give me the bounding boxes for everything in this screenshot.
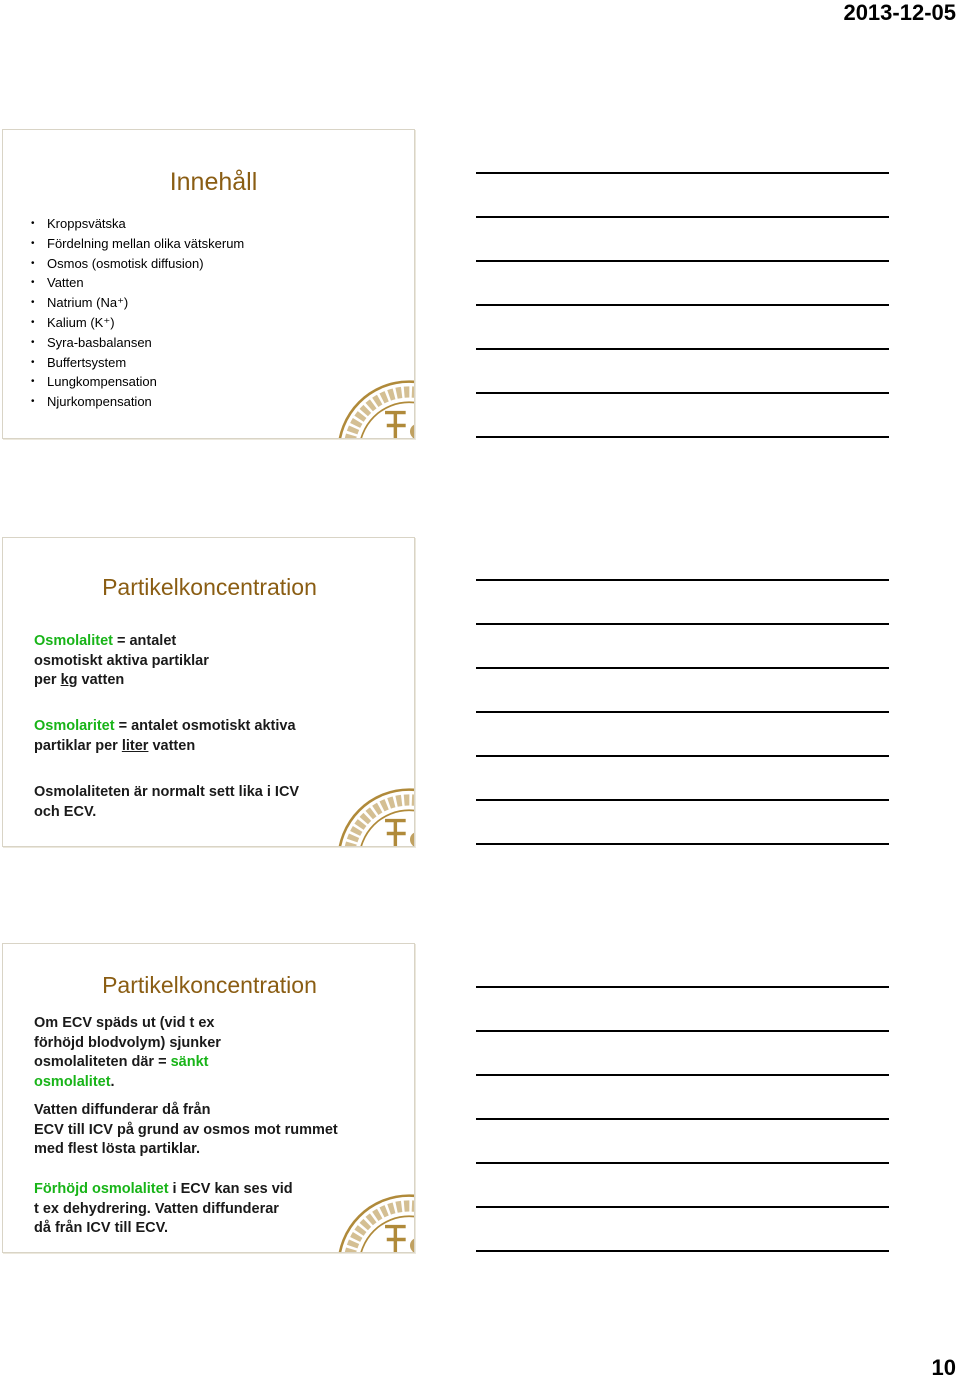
note-line bbox=[476, 1250, 889, 1252]
note-line bbox=[476, 216, 889, 218]
note-line bbox=[476, 755, 889, 757]
text: med flest lösta partiklar. bbox=[34, 1141, 201, 1157]
term-osmolaritet: Osmolaritet bbox=[34, 718, 115, 734]
osmolalitet-definition bbox=[34, 632, 209, 691]
list-item: • Fördelning mellan olika vätskerum bbox=[31, 234, 244, 254]
text: . bbox=[110, 1073, 115, 1090]
note-line bbox=[476, 348, 889, 350]
water-diffusion-text bbox=[34, 1101, 338, 1160]
note-line bbox=[476, 667, 889, 669]
note-line bbox=[476, 1030, 889, 1032]
text: = antalet bbox=[112, 633, 177, 649]
text: i ECV kan ses vid bbox=[168, 1181, 293, 1197]
text: Om ECV späds ut (vid t ex bbox=[34, 1015, 215, 1031]
university-seal-logo bbox=[330, 782, 415, 847]
osmolality-note bbox=[34, 783, 299, 822]
note-line bbox=[476, 1206, 889, 1208]
note-line bbox=[476, 304, 889, 306]
note-line bbox=[476, 436, 889, 438]
note-line bbox=[476, 843, 889, 845]
slide-partikelkoncentration-1 bbox=[2, 537, 415, 847]
text: Osmolaliteten är normalt sett lika i ICV bbox=[34, 784, 300, 800]
slide-title: Partikelkoncentration bbox=[102, 574, 317, 600]
text: då från ICV till ECV. bbox=[34, 1220, 169, 1236]
note-line bbox=[476, 986, 889, 988]
text: t ex dehydrering. Vatten diffunderar bbox=[34, 1200, 279, 1217]
list-item: • Njurkompensation bbox=[31, 392, 244, 412]
list-item: • Lungkompensation bbox=[31, 372, 244, 392]
dehydration-text bbox=[34, 1180, 293, 1239]
note-line bbox=[476, 623, 889, 625]
text: och ECV. bbox=[34, 803, 97, 820]
note-line bbox=[476, 392, 889, 394]
text: osmotiskt aktiva partiklar bbox=[34, 652, 209, 669]
text: ECV till ICV på grund av osmos mot rummet bbox=[34, 1121, 338, 1138]
term-forhojd-osmolalitet: Förhöjd osmolalitet bbox=[34, 1181, 169, 1197]
text: osmolaliteten där = bbox=[34, 1054, 171, 1070]
note-line bbox=[476, 1118, 889, 1120]
list-item: • Natrium (Na⁺) bbox=[31, 293, 244, 313]
unit-kg: kg bbox=[60, 672, 78, 688]
slide-title: Innehåll bbox=[169, 168, 258, 196]
term-osmolalitet: osmolalitet bbox=[34, 1073, 111, 1090]
term-osmolalitet: Osmolalitet bbox=[34, 633, 113, 649]
slide-innehall bbox=[2, 129, 415, 439]
text: Vatten diffunderar då från bbox=[34, 1102, 211, 1118]
text: partiklar per bbox=[34, 737, 122, 754]
text: vatten bbox=[77, 672, 125, 688]
slide-partikelkoncentration-2 bbox=[2, 943, 415, 1253]
osmolaritet-definition bbox=[34, 717, 296, 756]
list-item: • Vatten bbox=[31, 273, 244, 293]
university-seal-logo bbox=[330, 1188, 415, 1253]
university-seal-logo bbox=[330, 374, 415, 439]
term-sankt: sänkt bbox=[170, 1054, 209, 1070]
text: förhöjd blodvolym) sjunker bbox=[34, 1034, 221, 1051]
list-item: • Kalium (K⁺) bbox=[31, 313, 244, 333]
text: vatten bbox=[148, 737, 196, 754]
text: per bbox=[34, 672, 61, 688]
note-line bbox=[476, 1162, 889, 1164]
list-item: • Buffertsystem bbox=[31, 353, 244, 373]
text: = antalet osmotiskt aktiva bbox=[114, 718, 296, 734]
note-line bbox=[476, 172, 889, 174]
ecv-dilution-text bbox=[34, 1014, 221, 1092]
list-item: • Kroppsvätska bbox=[31, 214, 244, 234]
note-line bbox=[476, 711, 889, 713]
list-item: • Syra-basbalansen bbox=[31, 333, 244, 353]
note-line bbox=[476, 1074, 889, 1076]
page-number: 10 bbox=[931, 1355, 956, 1380]
slide-title: Partikelkoncentration bbox=[102, 972, 317, 998]
note-line bbox=[476, 579, 889, 581]
list-item: • Osmos (osmotisk diffusion) bbox=[31, 254, 244, 274]
contents-list bbox=[31, 214, 244, 412]
note-line bbox=[476, 799, 889, 801]
note-line bbox=[476, 260, 889, 262]
unit-liter: liter bbox=[121, 737, 149, 754]
page-date: 2013-12-05 bbox=[843, 0, 956, 25]
